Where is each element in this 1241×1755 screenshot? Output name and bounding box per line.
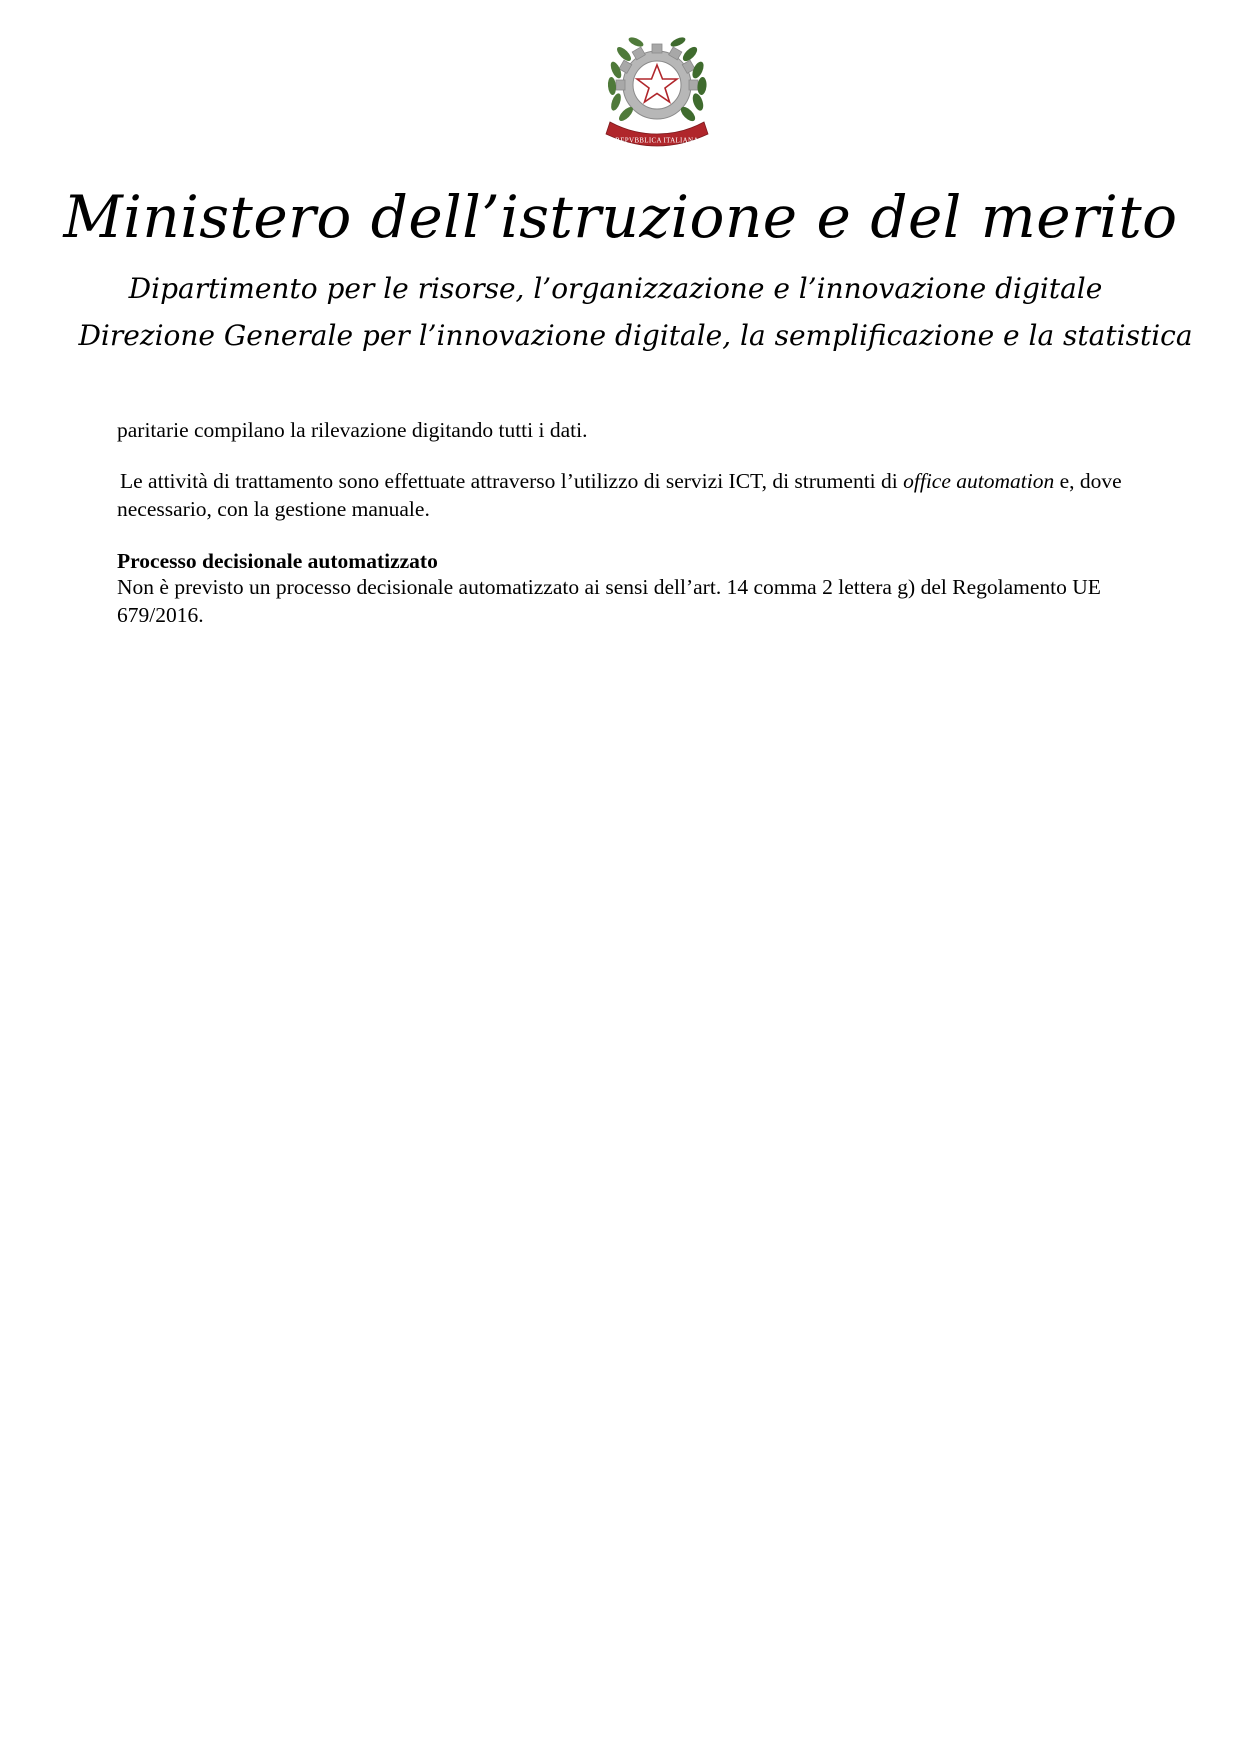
direction-subtitle: Direzione Generale per l’innovazione digitale, la semplificazione e la statistica <box>78 319 1193 352</box>
paragraph-data-entry: paritarie compilano la rilevazione digitando tutti i dati. <box>117 418 588 442</box>
svg-text:REPVBBLICA ITALIANA: REPVBBLICA ITALIANA <box>615 136 699 145</box>
office-automation-term: office automation <box>903 469 1055 493</box>
section-heading: Processo decisionale automatizzato <box>117 549 438 573</box>
italian-republic-emblem-icon <box>602 30 712 148</box>
paragraph-processing-activities <box>117 467 1127 523</box>
paragraph-processing-text-end: e, dove necessario, con la gestione manuale. <box>117 469 1122 521</box>
ministry-title: Ministero dell’istruzione e del merito <box>63 183 1178 251</box>
paragraph-processing-text: Le attività di trattamento sono effettuate attraverso l’utilizzo di servizi ICT, di strumenti di <box>120 469 904 493</box>
department-subtitle: Dipartimento per le risorse, l’organizzazione e l’innovazione digitale <box>128 272 1103 305</box>
section-text: Non è previsto un processo decisionale automatizzato ai sensi dell’art. 14 comma 2 lettera g) del Regolamento UE 679/2016. <box>117 575 1101 627</box>
